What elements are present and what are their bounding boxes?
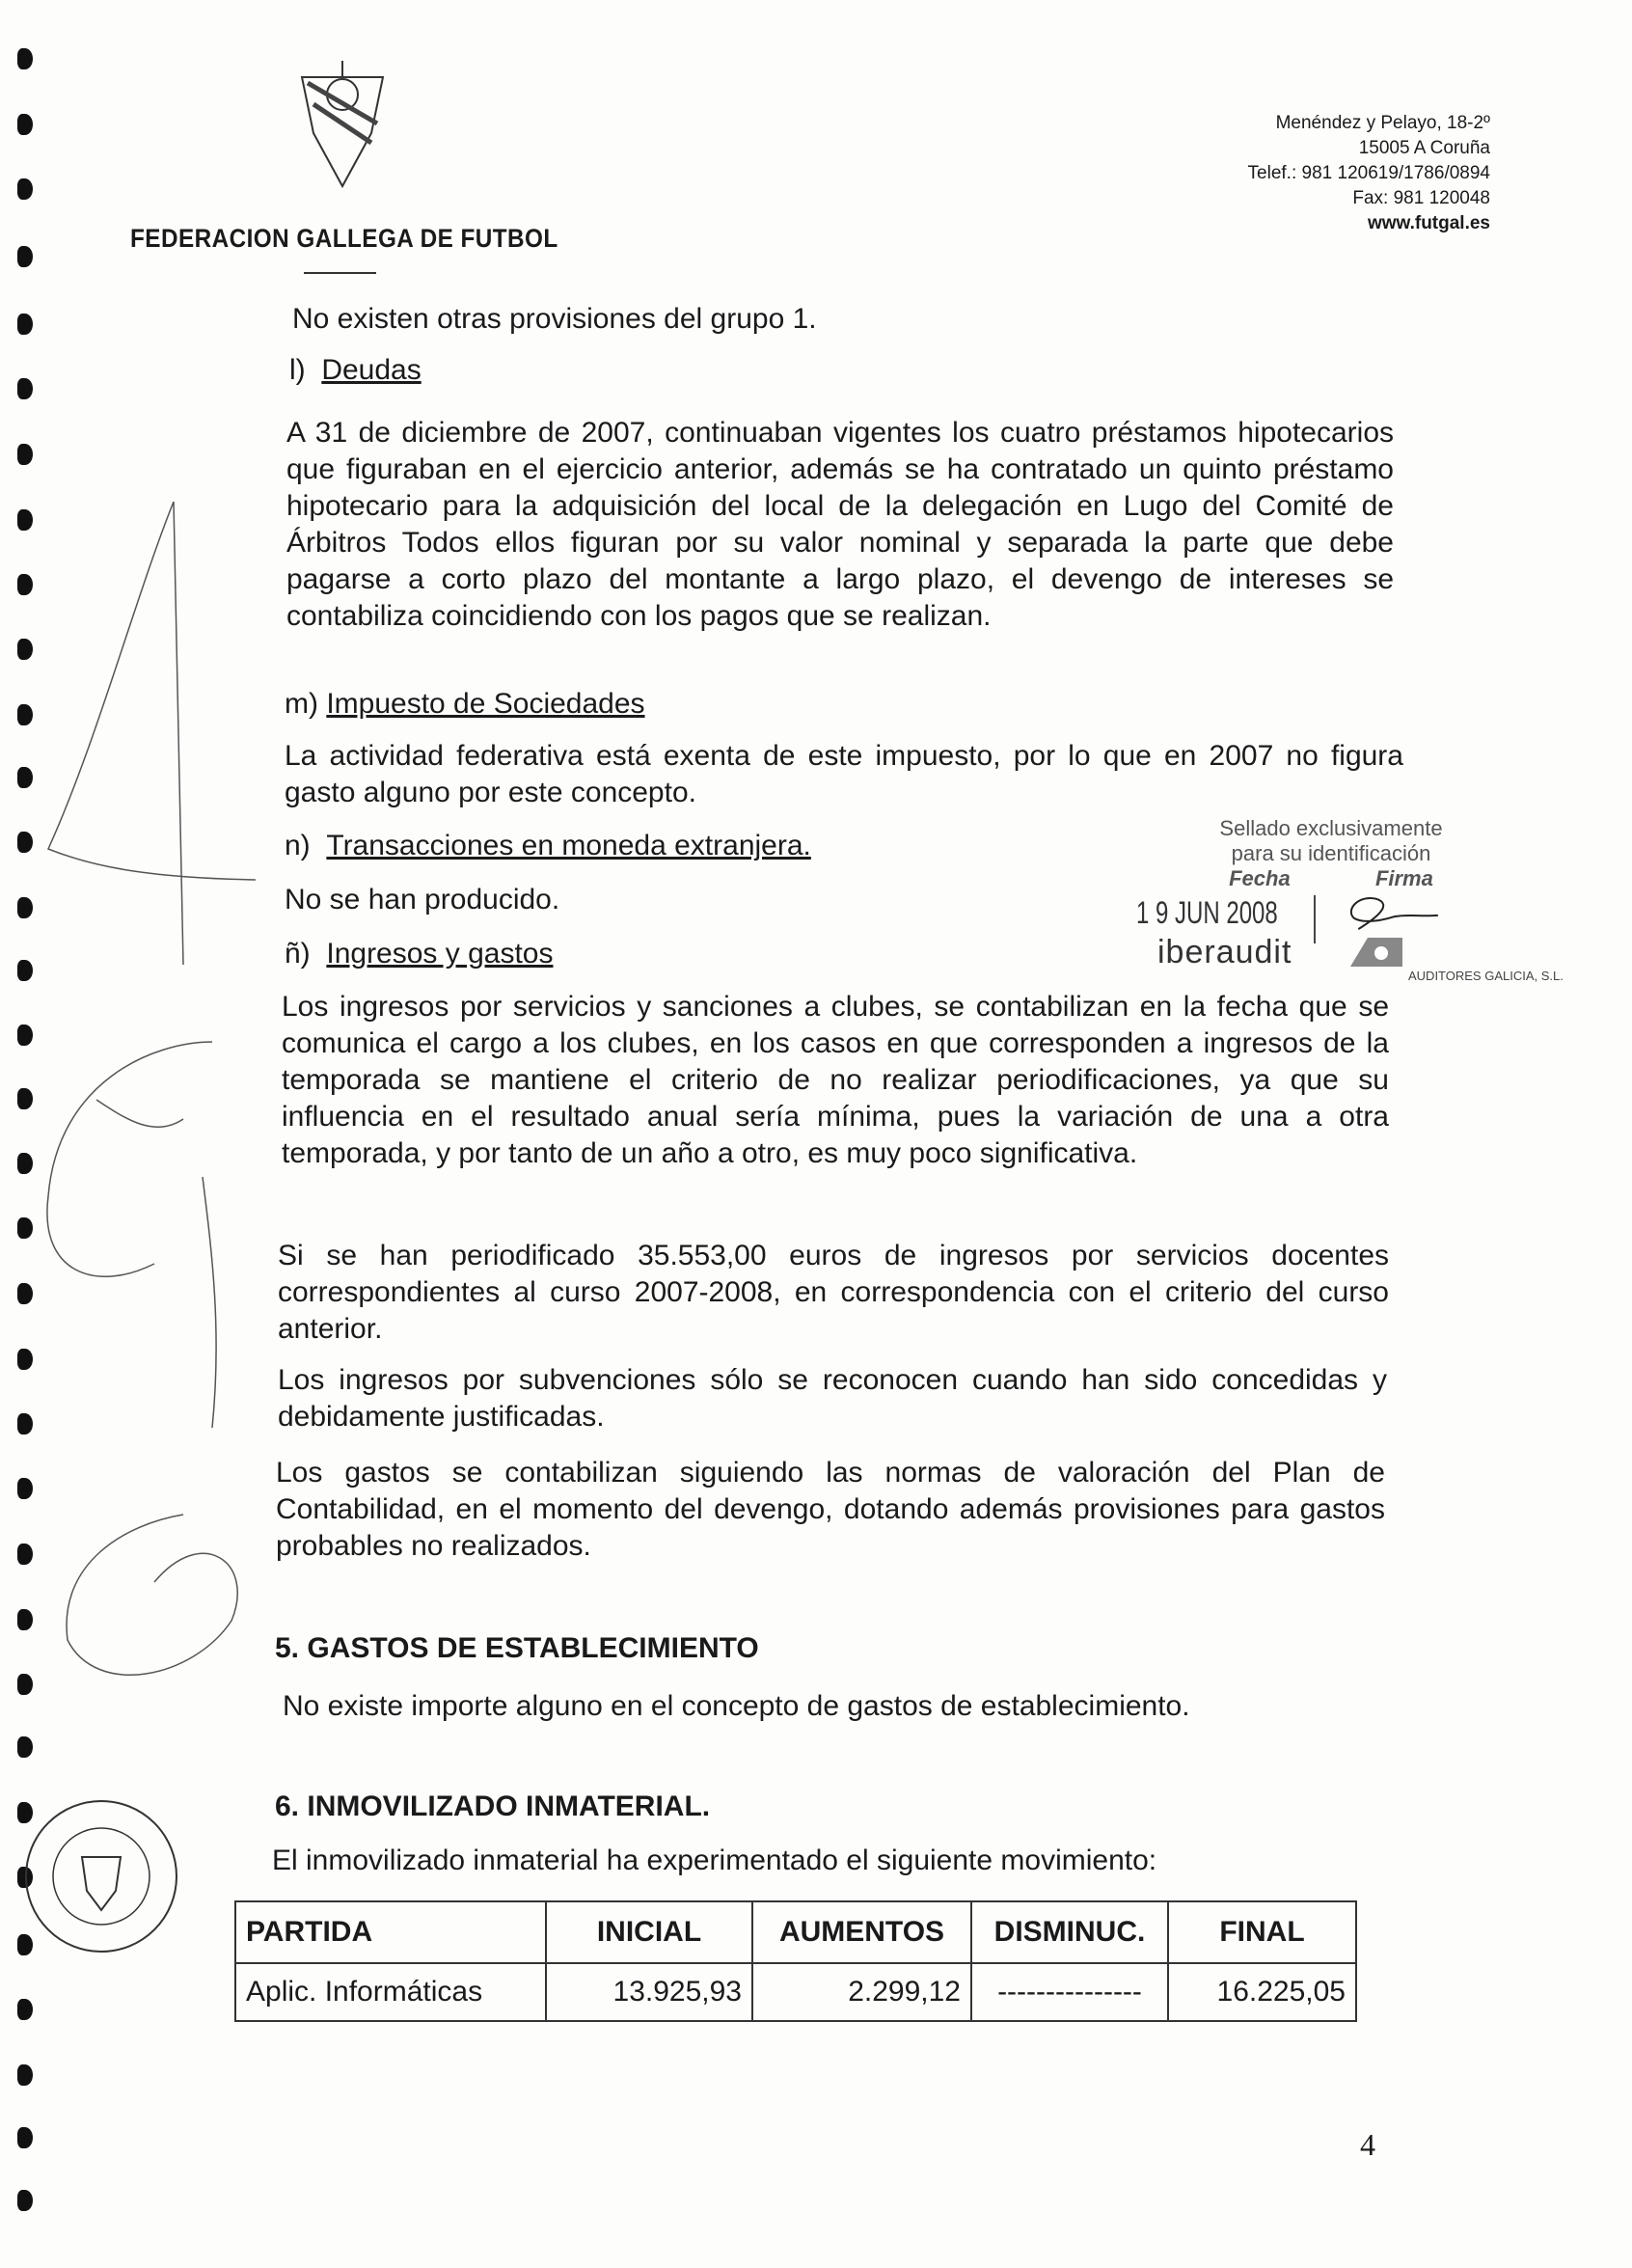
paragraph-gastos: Los gastos se contabilizan siguiendo las normas de valoración del Plan de Contabilidad, en el momento del devengo, dotando además provisiones para gastos probables no realizados. xyxy=(276,1457,1385,1562)
paragraph-6: El inmovilizado inmaterial ha experimentado el siguiente movimiento: xyxy=(272,1844,1157,1876)
phone-line: Telef.: 981 120619/1786/0894 xyxy=(1247,163,1490,183)
section-heading-5: 5. GASTOS DE ESTABLECIMIENTO xyxy=(275,1632,759,1664)
section-heading-6: 6. INMOVILIZADO INMATERIAL. xyxy=(275,1790,711,1822)
table-cell: 16.225,05 xyxy=(1168,1963,1356,2021)
column-header: FINAL xyxy=(1168,1901,1356,1963)
stamp-brand-sub: AUDITORES GALICIA, S.L. xyxy=(1408,969,1564,983)
header-rule xyxy=(304,272,376,274)
stamp-line: para su identificación xyxy=(1231,841,1431,865)
page-number: 4 xyxy=(1360,2127,1375,2162)
table-cell: 2.299,12 xyxy=(752,1963,971,2021)
federation-logo-icon xyxy=(294,56,391,191)
table-cell: --------------- xyxy=(971,1963,1168,2021)
table-cell: Aplic. Informáticas xyxy=(235,1963,546,2021)
column-header: INICIAL xyxy=(546,1901,752,1963)
paragraph-impuesto: La actividad federativa está exenta de este impuesto, por lo que en 2007 no figura gasto alguno por este concepto. xyxy=(285,740,1403,808)
federation-round-stamp-icon xyxy=(19,1794,183,1958)
address-block xyxy=(1215,111,1490,236)
handwritten-signatures-icon xyxy=(39,502,260,1756)
stamp-fecha-label: Fecha xyxy=(1229,866,1291,890)
paragraph-deudas: A 31 de diciembre de 2007, continuaban vigentes los cuatro préstamos hipotecarios que figuraban en el ejercicio anterior, además se ha contratado un quinto préstamo hipotecario para la adquisición del local de la delegación en Lugo del Comité de Árbitros Todos ellos figuran por su valor nominal y separada la parte que debe pagarse a corto plazo del montante a largo plazo, el devengo de intereses se contabiliza coincidiendo con los pagos que se realizan. xyxy=(286,417,1394,632)
fax-line: Fax: 981 120048 xyxy=(1352,188,1490,208)
table-header-row xyxy=(235,1901,1356,1963)
table-row xyxy=(235,1963,1356,2021)
paragraph-ingresos: Los ingresos por servicios y sanciones a clubes, se contabilizan en la fecha que se comunica el cargo a los clubes, en los casos en que corresponden a ingresos de la temporada se mantiene el criterio de no realizar periodificaciones, ya que su influencia en el resultado anual sería mínima, pues la variación de una a otra temporada, y por tanto de un año a otro, es muy poco significativa. xyxy=(282,991,1389,1169)
paragraph-5: No existe importe alguno en el concepto de gastos de establecimiento. xyxy=(283,1690,1190,1722)
paragraph-transacciones: No se han producido. xyxy=(285,884,560,915)
section-heading-n: n) Transacciones en moneda extranjera. xyxy=(285,830,811,861)
stamp-divider xyxy=(1314,895,1316,943)
stamp-brand: iberaudit xyxy=(1157,934,1292,970)
section-heading-l: l) Deudas xyxy=(289,354,422,386)
website-link[interactable]: www.futgal.es xyxy=(1367,213,1490,233)
intro-text: No existen otras provisiones del grupo 1. xyxy=(292,303,817,335)
address-line: 15005 A Coruña xyxy=(1358,138,1490,158)
section-heading-m: m) Impuesto de Sociedades xyxy=(285,688,645,720)
column-header: DISMINUC. xyxy=(971,1901,1168,1963)
section-heading-ñ: ñ) Ingresos y gastos xyxy=(285,938,554,970)
stamp-line: Sellado exclusivamente xyxy=(1219,816,1443,840)
stamp-firma-label: Firma xyxy=(1374,866,1433,890)
intangible-assets-table xyxy=(234,1900,1357,2022)
auditor-logo-icon xyxy=(1350,936,1403,969)
table-cell: 13.925,93 xyxy=(546,1963,752,2021)
organization-name: FEDERACION GALLEGA DE FUTBOL xyxy=(130,224,558,253)
auditor-signature-icon xyxy=(1341,893,1447,932)
paragraph-periodificado: Si se han periodificado 35.553,00 euros de ingresos por servicios docentes correspondientes al curso 2007-2008, en correspondencia con el criterio del curso anterior. xyxy=(278,1240,1389,1345)
paragraph-subvenciones: Los ingresos por subvenciones sólo se reconocen cuando han sido concedidas y debidamente justificadas. xyxy=(278,1364,1387,1433)
stamp-date: 1 9 JUN 2008 xyxy=(1136,895,1278,930)
audit-stamp xyxy=(1186,816,1476,891)
address-line: Menéndez y Pelayo, 18-2º xyxy=(1275,113,1490,133)
column-header: PARTIDA xyxy=(235,1901,546,1963)
column-header: AUMENTOS xyxy=(752,1901,971,1963)
